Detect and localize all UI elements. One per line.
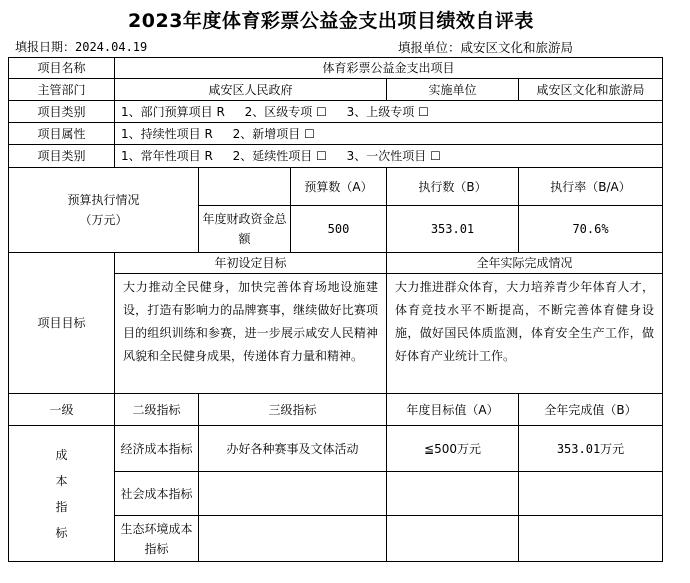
actual-header: 全年完成值（B） (519, 394, 663, 426)
budget-label-line2: （万元） (79, 213, 128, 227)
supervisor-label: 主管部门 (9, 79, 115, 101)
budget-col-header: 预算数（A） (291, 168, 387, 206)
category1-label: 项目类别 (9, 101, 115, 123)
supervisor-value: 咸安区人民政府 (115, 79, 387, 101)
cost-label-char: 指 (55, 499, 68, 514)
cost-label-char: 标 (55, 525, 68, 540)
cost-label-char: 本 (55, 473, 68, 488)
attribute-option: 1、持续性项目 R (121, 126, 213, 141)
category2-option: 2、延续性项目 ☐ (232, 149, 327, 163)
level2-cell: 生态环境成本指标 (115, 516, 199, 562)
target-header: 年度目标值（A） (387, 394, 519, 426)
level3-header: 三级指标 (199, 394, 387, 426)
attribute-label: 项目属性 (9, 123, 115, 145)
exec-value: 353.01 (387, 206, 519, 253)
actual-goal-text: 大力推进群众体育，大力培养青少年体育人才，体育竞技水平不断提高，不断完善体育健身设施，做好国民体质监测，体育安全生产工作，做好体育产业统计工作。 (387, 274, 663, 394)
project-name-label: 项目名称 (9, 58, 115, 79)
target-cell (387, 516, 519, 562)
actual-goal-header: 全年实际完成情况 (387, 253, 663, 274)
category2-options (115, 145, 663, 168)
goals-label: 项目目标 (9, 253, 115, 394)
implementer-value: 咸安区文化和旅游局 (519, 79, 663, 101)
initial-goal-header: 年初设定目标 (115, 253, 387, 274)
cost-indicator-label (9, 426, 115, 562)
target-cell (387, 472, 519, 516)
budget-value: 500 (291, 206, 387, 253)
rate-col-header: 执行率（B/A） (519, 168, 663, 206)
project-name-value: 体育彩票公益金支出项目 (115, 58, 663, 79)
level3-cell (199, 516, 387, 562)
fill-date: 填报日期：2024.04.19 (15, 40, 148, 54)
exec-col-header: 执行数（B） (387, 168, 519, 206)
level2-header: 二级指标 (115, 394, 199, 426)
category1-option: 1、部门预算项目 R (121, 104, 225, 119)
level1-header: 一级 (9, 394, 115, 426)
attribute-option: 2、新增项目 ☐ (232, 126, 315, 141)
category2-label: 项目类别 (9, 145, 115, 168)
level3-cell (199, 472, 387, 516)
level2-cell: 社会成本指标 (115, 472, 199, 516)
actual-cell (519, 516, 663, 562)
budget-blank-cell (199, 168, 291, 206)
category1-option: 2、区级专项 ☐ (244, 104, 327, 119)
level3-cell: 办好各种赛事及文体活动 (199, 426, 387, 472)
evaluation-table (8, 57, 663, 562)
implementer-label: 实施单位 (387, 79, 519, 101)
cost-label-char: 成 (55, 447, 68, 462)
initial-goal-text: 大力推动全民健身，加快完善体育场地设施建设，打造有影响力的品牌赛事，继续做好比赛项目的组织训练和参赛，进一步展示咸安人民精神风貌和全民健身成果，传递体育力量和精神。 (115, 274, 387, 394)
actual-cell: 353.01万元 (519, 426, 663, 472)
budget-label (9, 168, 199, 253)
attribute-options (115, 123, 663, 145)
category1-options (115, 101, 663, 123)
category2-option: 3、一次性项目 ☐ (346, 149, 441, 163)
actual-cell (519, 472, 663, 516)
category2-option: 1、常年性项目 R (121, 149, 213, 163)
category1-option: 3、上级专项 ☐ (346, 104, 429, 119)
page-title: 2023年度体育彩票公益金支出项目绩效自评表 (128, 10, 534, 32)
budget-row-label: 年度财政资金总额 (199, 206, 291, 253)
rate-value: 70.6% (519, 206, 663, 253)
fill-unit: 填报单位：咸安区文化和旅游局 (398, 40, 574, 55)
budget-label-line1: 预算执行情况 (67, 193, 140, 207)
target-cell: ≦500万元 (387, 426, 519, 472)
table-row (9, 426, 663, 472)
level2-cell: 经济成本指标 (115, 426, 199, 472)
